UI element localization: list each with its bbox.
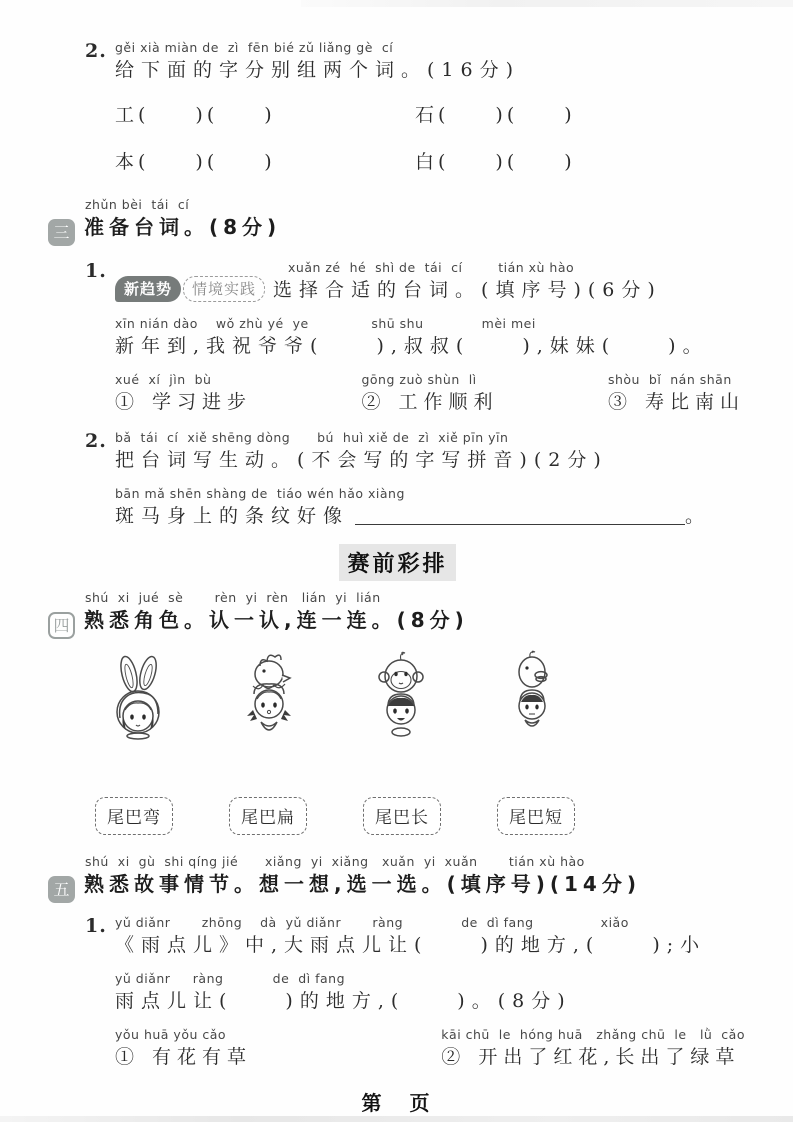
section-3-q2-number: 2. (85, 430, 107, 452)
section-3-q1-options (115, 372, 745, 416)
rehearsal-banner: 赛前彩排 (339, 544, 455, 581)
tail-labels (95, 797, 575, 835)
section-3-q1 (85, 260, 755, 304)
sentence-period: 。 (685, 505, 712, 527)
option-red-flowers-green-grass-text: ② 开出了红花,长出了绿草 (441, 1046, 741, 1068)
boy-monkey-hat-illustration[interactable] (358, 650, 443, 766)
question-2-number: 2. (85, 40, 107, 62)
option-flowers-grass (115, 1027, 252, 1071)
section-3 (53, 194, 755, 530)
section-3-q2-text: 把台词写生动。(不会写的字写拼音)(2分) (115, 449, 608, 471)
option-2 (361, 372, 498, 416)
section-5-q1-line2 (85, 971, 755, 1015)
section-5-pinyin: shú xi gù shi qíng jié xiǎng yi xiǎng xuǎn yi xuǎn tián xù hào (85, 854, 585, 869)
option-1 (115, 372, 252, 416)
answer-blank-line[interactable] (355, 523, 685, 525)
option-flowers-grass-text: ① 有花有草 (115, 1046, 253, 1068)
boy-duck-hat-illustration[interactable] (490, 650, 575, 766)
section-5 (53, 851, 755, 1071)
section-4-pinyin: shú xi jué sè rèn yi rèn lián yi lián (85, 590, 381, 605)
page-footer: 第 页 (361, 1091, 434, 1115)
option-2-pinyin: gōng zuò shùn lì (361, 372, 477, 387)
section-4-badge: 四 (48, 612, 75, 639)
section-5-q1-options (115, 1027, 745, 1071)
section-5-q1-number: 1. (85, 915, 107, 937)
monkey-hat-icon (365, 650, 437, 762)
word-row-2 (115, 147, 755, 174)
word-blank-ben[interactable]: 本( )( ) (115, 151, 276, 173)
raindrops-sentence-line2[interactable]: 雨点儿让( )的地方,( )。(8分) (115, 990, 572, 1012)
girl-rooster-hat-illustration[interactable] (227, 650, 312, 766)
new-trend-badge: 新趋势 (115, 276, 181, 302)
section-3-q1-pinyin: xuǎn zé hé shì de tái cí tián xù hào (288, 260, 575, 275)
character-illustrations (95, 649, 575, 767)
option-3-pinyin: shòu bǐ nán shān (607, 372, 732, 387)
duck-hat-icon (496, 650, 568, 762)
zebra-sentence: 斑马身上的条纹好像 (115, 505, 350, 527)
section-5-q1-line1 (85, 915, 755, 959)
rabbit-hat-icon (102, 650, 174, 762)
question-2-text: 给下面的字分别组两个词。(16分) (115, 59, 521, 81)
option-3-text: ③ 寿比南山 (607, 391, 745, 413)
question-2-pinyin: gěi xià miàn de zì fēn bié zǔ liǎng gè cí (115, 40, 394, 55)
option-red-flowers-green-grass (441, 1027, 745, 1071)
word-row-1 (115, 100, 755, 127)
section-3-pinyin: zhǔn bèi tái cí (85, 197, 190, 212)
greeting-sentence-with-blanks[interactable]: 新年到,我祝爷爷( ),叔叔( ),妹妹( )。 (115, 335, 709, 357)
context-practice-badge: 情境实践 (183, 276, 265, 302)
word-building-grid (115, 100, 755, 174)
section-3-q2 (85, 430, 755, 474)
option-1-pinyin: xué xí jìn bù (115, 372, 212, 387)
section-3-q1-text: 选择合适的台词。(填序号)(6分) (273, 279, 662, 301)
zebra-sentence-block (85, 486, 755, 530)
sentence-pinyin: xīn nián dào wǒ zhù yé ye shū shu mèi mei (115, 316, 536, 331)
option-2-text: ② 工作顺利 (361, 391, 499, 413)
section-5-q1-line2-pinyin: yǔ diǎnr ràng de dì fang (115, 971, 346, 986)
scan-artifact-top (301, 0, 793, 7)
section-4-title: 熟悉角色。认一认,连一连。(8分) (84, 608, 469, 632)
section-5-title: 熟悉故事情节。想一想,选一选。(填序号)(14分) (84, 872, 641, 896)
section-3-q1-number: 1. (85, 260, 107, 282)
option-red-flowers-green-grass-pinyin: kāi chū le hóng huā zhǎng chū le lǜ cǎo (441, 1027, 745, 1042)
section-3-title: 准备台词。(8分) (84, 215, 282, 239)
section-3-badge: 三 (48, 219, 75, 246)
word-blank-bai[interactable]: 白( )( ) (415, 151, 576, 173)
option-3 (608, 372, 745, 416)
word-blank-shi[interactable]: 石( )( ) (415, 104, 576, 126)
rooster-hat-icon (233, 650, 305, 762)
section-3-q1-sentence-block (85, 316, 755, 360)
word-blank-gong[interactable]: 工( )( ) (115, 104, 276, 126)
section-5-q1-line1-pinyin: yǔ diǎnr zhōng dà yǔ diǎnr ràng de dì fang xiǎo (115, 915, 629, 930)
scan-artifact-bottom (0, 1116, 793, 1122)
section-4 (53, 587, 755, 835)
tail-label-long[interactable]: 尾巴长 (363, 797, 441, 835)
tail-label-curved[interactable]: 尾巴弯 (95, 797, 173, 835)
raindrops-sentence-line1[interactable]: 《雨点儿》中,大雨点儿让( )的地方,( );小 (115, 934, 707, 956)
section-3-q2-pinyin: bǎ tái cí xiě shēng dòng bú huì xiě de zì xiě pīn yīn (115, 430, 509, 445)
option-flowers-grass-pinyin: yǒu huā yǒu cǎo (115, 1027, 227, 1042)
girl-rabbit-hat-illustration[interactable] (95, 650, 180, 766)
question-2-header (85, 40, 755, 84)
option-1-text: ① 学习进步 (115, 391, 253, 413)
zebra-sentence-pinyin: bān mǎ shēn shàng de tiáo wén hǎo xiàng (115, 486, 405, 501)
tail-label-flat[interactable]: 尾巴扁 (229, 797, 307, 835)
section-5-badge: 五 (48, 876, 75, 903)
tail-label-short[interactable]: 尾巴短 (497, 797, 575, 835)
